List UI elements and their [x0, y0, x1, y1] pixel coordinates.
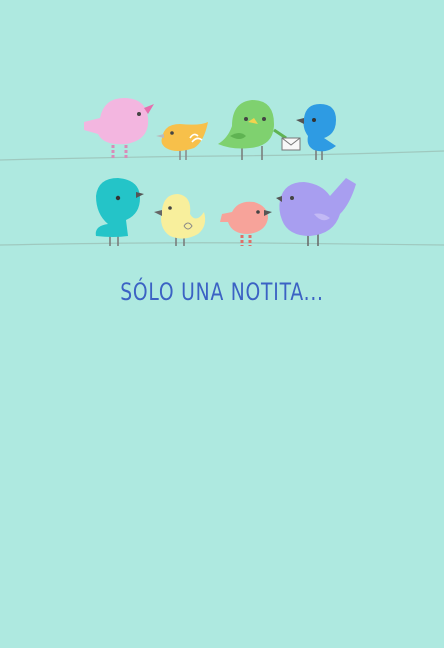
card-headline: SÓLO UNA NOTITA... [120, 278, 324, 306]
peach-bird-icon [220, 202, 272, 246]
blue-bird-icon [296, 104, 336, 160]
green-bird-icon [218, 100, 300, 160]
purple-bird-icon [276, 178, 356, 246]
orange-bird-icon [156, 122, 208, 160]
bottom-wire [0, 243, 444, 245]
top-wire [0, 151, 444, 160]
teal-bird-icon [96, 178, 144, 246]
yellow-bird-icon [154, 194, 205, 246]
pink-bird-icon [84, 98, 154, 160]
